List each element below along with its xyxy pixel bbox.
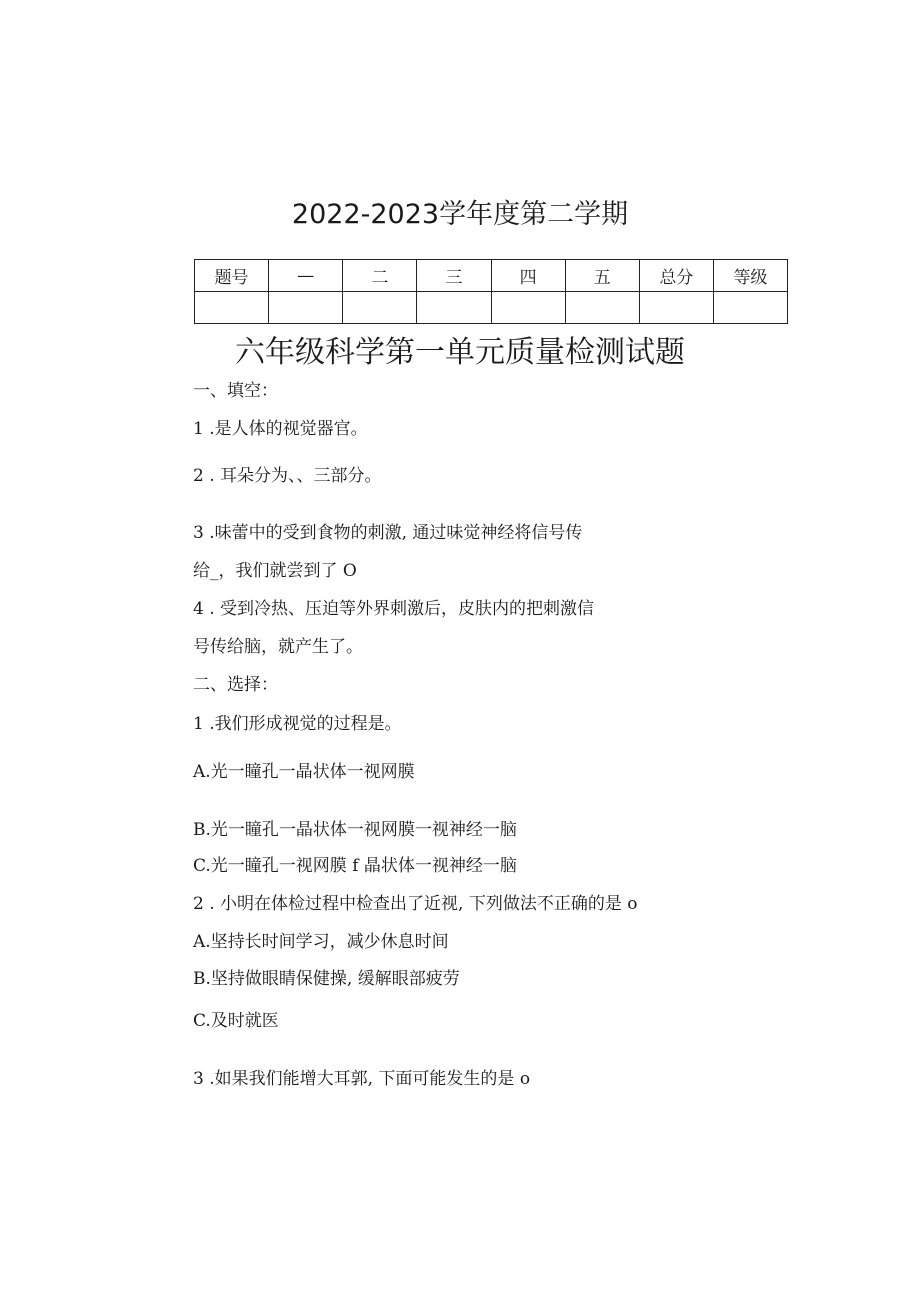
score-cell-header: 四 bbox=[491, 260, 565, 292]
score-cell-value[interactable] bbox=[195, 292, 269, 324]
answer-option: A.坚持长时间学习，减少休息时间 bbox=[193, 932, 449, 952]
question-line: 3 .如果我们能增大耳郭, 下面可能发生的是 o bbox=[193, 1069, 531, 1089]
section-heading-fill-blank: 一、填空： bbox=[193, 381, 278, 401]
score-cell-value[interactable] bbox=[639, 292, 713, 324]
question-line: 4 . 受到冷热、压迫等外界刺激后，皮肤内的把刺激信 bbox=[193, 599, 595, 619]
score-cell-header: — bbox=[269, 260, 343, 292]
score-cell-value[interactable] bbox=[491, 292, 565, 324]
answer-option: A.光一瞳孔一晶状体一视网膜 bbox=[193, 762, 415, 782]
score-table-header-row bbox=[195, 260, 788, 292]
question-line: 1 .是人体的视觉器官。 bbox=[193, 419, 368, 439]
score-cell-header: 题号 bbox=[195, 260, 269, 292]
score-cell-header: 总分 bbox=[639, 260, 713, 292]
exam-title: 六年级科学第一单元质量检测试题 bbox=[235, 335, 685, 370]
score-cell-header: 五 bbox=[565, 260, 639, 292]
question-line: 1 .我们形成视觉的过程是。 bbox=[193, 714, 402, 734]
score-cell-value[interactable] bbox=[269, 292, 343, 324]
question-line: 2 . 小明在体检过程中检查出了近视, 下列做法不正确的是 o bbox=[193, 894, 638, 914]
score-cell-header: 二 bbox=[343, 260, 417, 292]
score-cell-header: 三 bbox=[417, 260, 491, 292]
score-cell-value[interactable] bbox=[417, 292, 491, 324]
score-cell-value[interactable] bbox=[343, 292, 417, 324]
answer-option: B.光一瞳孔一晶状体一视网膜一视神经一脑 bbox=[193, 820, 517, 840]
score-table-value-row bbox=[195, 292, 788, 324]
answer-option: C.光一瞳孔一视网膜 f 晶状体一视神经一脑 bbox=[193, 856, 517, 876]
answer-option: C.及时就医 bbox=[193, 1011, 279, 1031]
question-line: 2 . 耳朵分为、、三部分。 bbox=[193, 466, 382, 486]
section-heading-choice: 二、选择： bbox=[193, 675, 278, 695]
score-cell-value[interactable] bbox=[713, 292, 787, 324]
question-line: 给_，我们就尝到了 O bbox=[193, 561, 357, 581]
question-line: 3 .味蕾中的受到食物的刺激, 通过味觉神经将信号传 bbox=[193, 523, 583, 543]
question-line: 号传给脑，就产生了。 bbox=[193, 637, 363, 657]
semester-title: 2022-2023学年度第二学期 bbox=[291, 199, 629, 230]
answer-option: B.坚持做眼睛保健操, 缓解眼部疲劳 bbox=[193, 969, 460, 989]
score-cell-value[interactable] bbox=[565, 292, 639, 324]
score-table bbox=[194, 259, 788, 324]
score-cell-header: 等级 bbox=[713, 260, 787, 292]
